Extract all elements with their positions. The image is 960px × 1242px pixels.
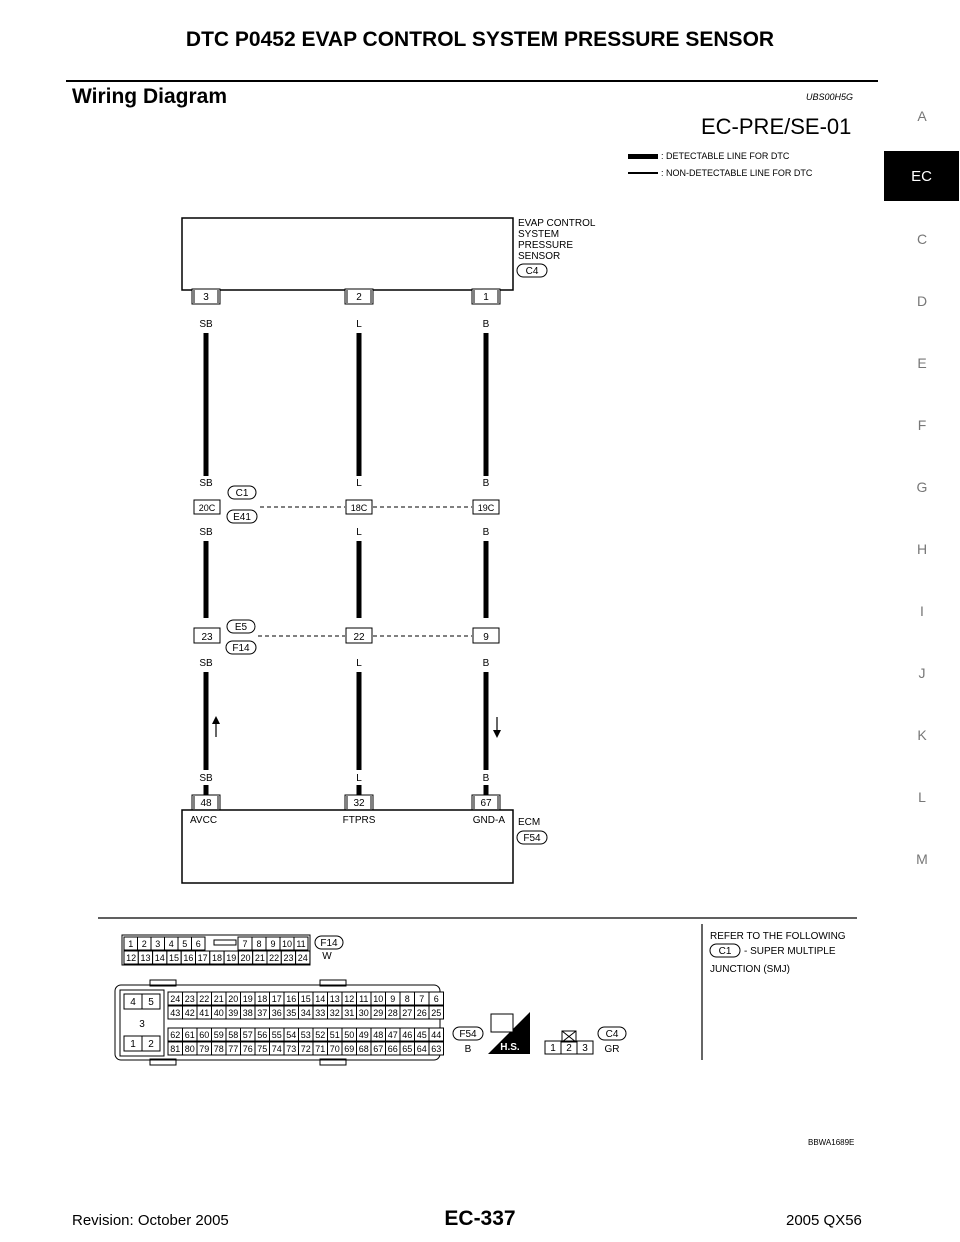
refer-line2: - SUPER MULTIPLE bbox=[744, 946, 836, 957]
legend-detectable-text: : DETECTABLE LINE FOR DTC bbox=[661, 151, 790, 161]
connector-pin-number: 44 bbox=[431, 1030, 442, 1040]
connector-pin-number: 6 bbox=[195, 939, 201, 949]
connector-pin-number: 39 bbox=[228, 1008, 239, 1018]
footer-page-number: EC-337 bbox=[444, 1207, 516, 1230]
connector-pin-number: 42 bbox=[184, 1008, 195, 1018]
junction1-terminal: 20C bbox=[198, 503, 216, 513]
connector-pin-number: 15 bbox=[169, 953, 180, 963]
connector-pin-number: 35 bbox=[286, 1008, 297, 1018]
connector-pin-number: 41 bbox=[199, 1008, 210, 1018]
connector-pin-number: 28 bbox=[387, 1008, 398, 1018]
wire-color-label: L bbox=[356, 658, 362, 669]
connector-pin-number: 19 bbox=[226, 953, 237, 963]
wire-color-label: SB bbox=[199, 319, 213, 330]
ecm-box bbox=[182, 810, 547, 883]
connector-pin-number: 51 bbox=[329, 1030, 340, 1040]
connector-latch-icon bbox=[214, 940, 236, 945]
side-tab-a[interactable]: A bbox=[917, 108, 927, 124]
connector-pin-number: 11 bbox=[359, 994, 369, 1004]
connector-pin-number: 11 bbox=[296, 939, 306, 949]
section-code: UBS00H5G bbox=[806, 92, 854, 102]
junction2-connector-bottom: F14 bbox=[232, 643, 250, 654]
sensor-terminal-1: 1 bbox=[483, 292, 489, 303]
f54-left-pin: 3 bbox=[139, 1019, 145, 1030]
side-tab-f[interactable]: F bbox=[917, 417, 927, 433]
junction2-connector-top: E5 bbox=[234, 622, 248, 633]
connector-pin-number: 77 bbox=[228, 1044, 239, 1054]
connector-pin-number: 13 bbox=[140, 953, 151, 963]
connector-pin-number: 48 bbox=[373, 1030, 384, 1040]
sensor-connector-label: C4 bbox=[525, 266, 539, 277]
wire-color-label: B bbox=[482, 773, 490, 784]
f54-left-pin: 4 bbox=[130, 997, 136, 1008]
connector-pin-number: 74 bbox=[271, 1044, 282, 1054]
wire-color-label: SB bbox=[199, 773, 213, 784]
side-tab-ec-active[interactable]: EC bbox=[884, 151, 959, 201]
connector-pin-number: 56 bbox=[257, 1030, 268, 1040]
connector-pin-number: 50 bbox=[344, 1030, 355, 1040]
connector-pin-number: 67 bbox=[373, 1044, 384, 1054]
connector-pin-number: 26 bbox=[416, 1008, 427, 1018]
junction-c1-e41 bbox=[194, 486, 499, 523]
connector-pin-number: 60 bbox=[199, 1030, 210, 1040]
ecm-pin-avcc: AVCC bbox=[190, 815, 218, 826]
junction2-terminal: 23 bbox=[201, 632, 213, 643]
connector-pin-number: 49 bbox=[358, 1030, 369, 1040]
sensor-terminals bbox=[192, 289, 500, 304]
connector-pin-number: 75 bbox=[257, 1044, 268, 1054]
c4-pin: 3 bbox=[582, 1043, 588, 1054]
ecm-name: ECM bbox=[518, 817, 541, 828]
sensor-terminal-3: 3 bbox=[203, 292, 209, 303]
c4-pin: 2 bbox=[566, 1043, 572, 1054]
figure-code: BBWA1689E bbox=[808, 1138, 855, 1147]
connector-pin-number: 81 bbox=[170, 1044, 181, 1054]
connector-pin-number: 65 bbox=[402, 1044, 413, 1054]
connector-pin-number: 23 bbox=[184, 994, 195, 1004]
wire-color-label: SB bbox=[199, 527, 213, 538]
connector-pin-number: 57 bbox=[242, 1030, 253, 1040]
c4-color: GR bbox=[604, 1044, 620, 1055]
connector-pin-number: 63 bbox=[431, 1044, 442, 1054]
wire-color-label: L bbox=[356, 319, 362, 330]
section-title: Wiring Diagram bbox=[72, 85, 227, 108]
connector-pin-number: 7 bbox=[419, 994, 425, 1004]
c4-pin: 1 bbox=[550, 1043, 556, 1054]
ecm-pin-gnda: GND-A bbox=[472, 815, 505, 826]
connector-view-f14 bbox=[122, 935, 343, 965]
wire-color-label: B bbox=[482, 478, 490, 489]
junction1-connector-bottom: E41 bbox=[233, 512, 251, 523]
wire-color-label: L bbox=[356, 478, 362, 489]
connector-pin-number: 70 bbox=[329, 1044, 340, 1054]
arrow-up-icon bbox=[212, 716, 220, 724]
wire-color-label: SB bbox=[199, 478, 213, 489]
connector-pin-number: 22 bbox=[269, 953, 280, 963]
connector-pin-number: 5 bbox=[182, 939, 188, 949]
junction1-connector-top: C1 bbox=[235, 488, 249, 499]
f14-color: W bbox=[322, 951, 332, 962]
ecm-connector-label: F54 bbox=[523, 833, 541, 844]
sensor-name-3: PRESSURE bbox=[518, 240, 574, 251]
wire-color-label: B bbox=[482, 658, 490, 669]
side-tab-m[interactable]: M bbox=[916, 851, 928, 867]
connector-pin-number: 14 bbox=[315, 994, 326, 1004]
connector-pin-number: 29 bbox=[373, 1008, 384, 1018]
ecm-terminal-32: 32 bbox=[353, 798, 365, 809]
connector-pin-number: 10 bbox=[373, 994, 384, 1004]
connector-pin-number: 21 bbox=[213, 994, 224, 1004]
connector-pin-number: 18 bbox=[257, 994, 268, 1004]
sensor-name-4: SENSOR bbox=[518, 251, 561, 262]
connector-pin-number: 61 bbox=[184, 1030, 195, 1040]
sensor-name-2: SYSTEM bbox=[518, 229, 560, 240]
connector-pin-number: 54 bbox=[286, 1030, 297, 1040]
connector-pin-number: 79 bbox=[199, 1044, 210, 1054]
connector-pin-number: 34 bbox=[300, 1008, 311, 1018]
connector-pin-number: 64 bbox=[416, 1044, 427, 1054]
side-tab-e[interactable]: E bbox=[917, 355, 927, 371]
connector-pin-number: 37 bbox=[257, 1008, 268, 1018]
wire-color-label: SB bbox=[199, 658, 213, 669]
wire-color-label: L bbox=[356, 773, 362, 784]
connector-pin-number: 2 bbox=[141, 939, 147, 949]
c4-id: C4 bbox=[605, 1029, 619, 1040]
hs-label: H.S. bbox=[500, 1042, 520, 1053]
connector-pin-number: 43 bbox=[170, 1008, 181, 1018]
ecm-terminal-67: 67 bbox=[480, 798, 492, 809]
connector-pin-number: 53 bbox=[300, 1030, 311, 1040]
connector-pin-number: 17 bbox=[271, 994, 282, 1004]
connector-pin-number: 76 bbox=[242, 1044, 253, 1054]
arrow-down-icon bbox=[493, 730, 501, 738]
connector-pin-number: 8 bbox=[256, 939, 262, 949]
side-tab-l[interactable]: L bbox=[918, 789, 926, 805]
ecm-pin-ftprs: FTPRS bbox=[342, 815, 376, 826]
connector-pin-number: 31 bbox=[344, 1008, 355, 1018]
footer-model: 2005 QX56 bbox=[786, 1212, 862, 1229]
diagram-id: EC-PRE/SE-01 bbox=[701, 114, 852, 139]
junction1-terminal: 19C bbox=[477, 503, 495, 513]
f54-left-pin: 5 bbox=[148, 997, 154, 1008]
connector-pin-number: 22 bbox=[199, 994, 210, 1004]
connector-pin-number: 47 bbox=[387, 1030, 398, 1040]
connector-view-c4 bbox=[545, 1027, 626, 1055]
connector-pin-number: 12 bbox=[126, 953, 137, 963]
connector-pin-number: 12 bbox=[344, 994, 355, 1004]
connector-pin-number: 18 bbox=[211, 953, 222, 963]
wire-color-label: B bbox=[482, 319, 490, 330]
refer-note bbox=[710, 931, 846, 975]
f54-left-pin: 1 bbox=[130, 1039, 136, 1050]
connector-pin-number: 14 bbox=[154, 953, 165, 963]
wire-color-label: L bbox=[356, 527, 362, 538]
connector-pin-number: 73 bbox=[286, 1044, 297, 1054]
connector-pin-number: 24 bbox=[170, 994, 181, 1004]
connector-pin-number: 62 bbox=[170, 1030, 181, 1040]
connector-pin-number: 38 bbox=[242, 1008, 253, 1018]
connector-pin-number: 17 bbox=[197, 953, 208, 963]
side-tab-g[interactable]: G bbox=[916, 479, 928, 495]
connector-pin-number: 20 bbox=[240, 953, 251, 963]
connector-pin-number: 9 bbox=[270, 939, 276, 949]
connector-pin-number: 19 bbox=[242, 994, 253, 1004]
connector-pin-number: 15 bbox=[300, 994, 311, 1004]
connector-pin-number: 80 bbox=[184, 1044, 195, 1054]
connector-pin-number: 9 bbox=[390, 994, 396, 1004]
connector-pin-number: 1 bbox=[128, 939, 134, 949]
connector-pin-number: 46 bbox=[402, 1030, 413, 1040]
refer-line1: REFER TO THE FOLLOWING bbox=[710, 931, 846, 942]
wire-color-label: B bbox=[482, 527, 490, 538]
connector-pin-number: 32 bbox=[329, 1008, 340, 1018]
ecm-terminals bbox=[192, 785, 500, 810]
page-title: DTC P0452 EVAP CONTROL SYSTEM PRESSURE SENSOR bbox=[185, 28, 775, 51]
side-tab-k[interactable]: K bbox=[917, 727, 927, 743]
connector-pin-number: 20 bbox=[228, 994, 239, 1004]
connector-pin-number: 30 bbox=[358, 1008, 369, 1018]
side-tab-i[interactable]: I bbox=[920, 603, 924, 619]
connector-pin-number: 4 bbox=[168, 939, 174, 949]
connector-pin-number: 27 bbox=[402, 1008, 413, 1018]
connector-pin-number: 40 bbox=[213, 1008, 224, 1018]
connector-pin-number: 21 bbox=[254, 953, 265, 963]
connector-pin-number: 3 bbox=[155, 939, 161, 949]
refer-connector: C1 bbox=[718, 946, 732, 957]
wire-colors bbox=[199, 319, 489, 784]
connector-pin-number: 52 bbox=[315, 1030, 326, 1040]
footer-revision: Revision: October 2005 bbox=[72, 1212, 229, 1229]
connector-pin-number: 24 bbox=[297, 953, 308, 963]
connector-pin-number: 10 bbox=[281, 939, 293, 949]
f14-id: F14 bbox=[320, 938, 338, 949]
connector-pin-number: 59 bbox=[213, 1030, 224, 1040]
connector-pin-number: 69 bbox=[344, 1044, 355, 1054]
connector-pin-number: 23 bbox=[283, 953, 294, 963]
sensor-name-1: EVAP CONTROL bbox=[518, 218, 596, 229]
connector-pin-number: 45 bbox=[416, 1030, 427, 1040]
connector-pin-number: 68 bbox=[358, 1044, 369, 1054]
f54-id: F54 bbox=[459, 1029, 477, 1040]
connector-pin-number: 55 bbox=[271, 1030, 282, 1040]
connector-pin-number: 16 bbox=[183, 953, 194, 963]
f54-color: B bbox=[464, 1044, 472, 1055]
connector-pin-number: 33 bbox=[315, 1008, 326, 1018]
connector-pin-number: 16 bbox=[286, 994, 297, 1004]
side-tab-d[interactable]: D bbox=[916, 293, 928, 309]
junction2-terminal: 22 bbox=[353, 632, 365, 643]
refer-line3: JUNCTION (SMJ) bbox=[710, 964, 790, 975]
connector-pin-number: 71 bbox=[315, 1044, 326, 1054]
ecm-terminal-48: 48 bbox=[200, 798, 212, 809]
hs-connector-icon bbox=[491, 1014, 513, 1032]
connector-pin-number: 6 bbox=[433, 994, 439, 1004]
connector-pin-number: 36 bbox=[271, 1008, 282, 1018]
junction2-terminal: 9 bbox=[483, 632, 489, 643]
connector-view-f54 bbox=[115, 980, 530, 1065]
side-tab-j[interactable]: J bbox=[918, 665, 926, 681]
side-tab-h[interactable]: H bbox=[916, 541, 928, 557]
connector-pin-number: 58 bbox=[228, 1030, 239, 1040]
f54-left-pin: 2 bbox=[148, 1039, 154, 1050]
junction-e5-f14 bbox=[194, 620, 499, 654]
connector-pin-number: 72 bbox=[300, 1044, 311, 1054]
evap-pressure-sensor bbox=[182, 218, 596, 290]
connector-pin-number: 7 bbox=[242, 939, 248, 949]
sensor-terminal-2: 2 bbox=[356, 292, 362, 303]
legend-non-detectable-text: : NON-DETECTABLE LINE FOR DTC bbox=[661, 168, 813, 178]
connector-pin-number: 8 bbox=[404, 994, 410, 1004]
connector-pin-number: 25 bbox=[431, 1008, 442, 1018]
connector-pin-number: 78 bbox=[213, 1044, 224, 1054]
junction1-terminal: 18C bbox=[350, 503, 368, 513]
wire-segments bbox=[206, 333, 486, 770]
connector-pin-number: 13 bbox=[329, 994, 340, 1004]
connector-pin-number: 66 bbox=[387, 1044, 398, 1054]
side-tab-c[interactable]: C bbox=[916, 231, 928, 247]
